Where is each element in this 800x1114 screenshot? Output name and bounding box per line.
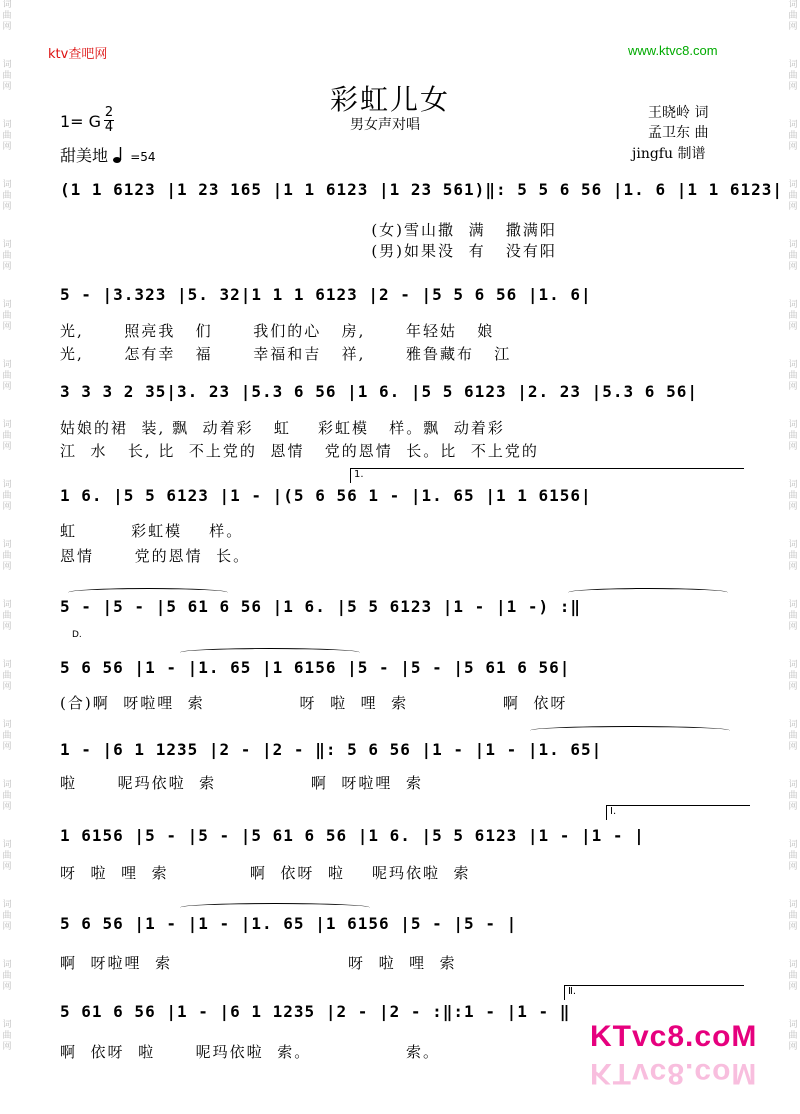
notation-line-1: (1 1 6123 |1 23 165 |1 1 6123 |1 23 561)‖: 5 5 6 56 |1. 6 |1 1 6123|: [60, 180, 784, 199]
mood-text: 甜美地: [60, 146, 109, 165]
edge-text: 词曲网: [2, 660, 12, 692]
notation-line-6: 5 6 56 |1 - |1. 65 |1 6156 |5 - |5 - |5 61 6 56|: [60, 658, 571, 677]
edge-text: 词曲网: [2, 120, 12, 152]
volta-bracket-2: Ⅰ.: [606, 805, 750, 820]
song-subtitle: 男女声对唱: [350, 117, 420, 133]
time-bottom: 4: [104, 120, 114, 135]
notation-line-7: 1 - |6 1 1235 |2 - |2 - ‖: 5 6 56 |1 - |1 - |1. 65|: [60, 740, 603, 759]
edge-text: 词曲网: [2, 360, 12, 392]
edge-text: 词曲网: [788, 360, 798, 392]
edge-text: 词曲网: [788, 960, 798, 992]
edge-text: 词曲网: [788, 840, 798, 872]
site-url-right[interactable]: www.ktvc8.com: [628, 43, 718, 58]
lyric-line-7: 啦 呢玛依啦 索 啊 呀啦哩 索: [60, 774, 423, 792]
lyric-line-3b: 江 水 长, 比 不上党的 恩情 党的恩情 长。比 不上党的: [60, 442, 539, 460]
lyric-line-8: 呀 啦 哩 索 啊 依呀 啦 呢玛依啦 索: [60, 864, 471, 882]
site-name-left[interactable]: ktv查吧网: [48, 47, 108, 62]
edge-text: 词曲网: [788, 720, 798, 752]
edge-text: 词曲网: [2, 540, 12, 572]
song-title: 彩虹儿女: [330, 83, 451, 116]
notation-line-3: 3 3 3 2 35|3. 23 |5.3 6 56 |1 6. |5 5 6123 |2. 23 |5.3 6 56|: [60, 382, 698, 401]
edge-text: 词曲网: [788, 120, 798, 152]
lyric-line-1a: (女)雪山撒 满 撒满阳: [60, 221, 557, 239]
composer: 孟卫东 曲: [648, 125, 709, 141]
credits: [648, 103, 708, 143]
edge-text: 词曲网: [788, 420, 798, 452]
notation-line-4: 1 6. |5 5 6123 |1 - |(5 6 56 1 - |1. 65 |1 1 6156|: [60, 486, 592, 505]
edge-text: 词曲网: [2, 720, 12, 752]
lyric-line-2b: 光, 怎有幸 福 幸福和吉 祥, 雅鲁藏布 江: [60, 345, 512, 363]
edge-text: 词曲网: [788, 660, 798, 692]
time-top: 2: [104, 105, 114, 120]
notation-line-10: 5 61 6 56 |1 - |6 1 1235 |2 - |2 - :‖:1 - |1 - ‖: [60, 1002, 571, 1021]
edge-text: 词曲网: [788, 600, 798, 632]
lyric-line-4a: 虹 彩虹模 样。: [60, 522, 244, 540]
lyric-line-2a: 光, 照亮我 们 我们的心 房, 年轻姑 娘: [60, 322, 495, 340]
tie-curve: [180, 648, 360, 657]
volta-bracket-1: 1.: [350, 468, 744, 483]
edge-text: 词曲网: [2, 960, 12, 992]
edge-text: 词曲网: [788, 60, 798, 92]
edge-text: 词曲网: [2, 180, 12, 212]
edge-text: 词曲网: [788, 540, 798, 572]
coda-mark: D.: [72, 630, 82, 640]
lyricist: 王晓岭 词: [648, 105, 709, 121]
tie-curve: [568, 588, 728, 597]
edge-text: 词曲网: [788, 0, 798, 32]
edge-text: 词曲网: [788, 1020, 798, 1052]
left-edge-watermark: [0, 0, 14, 1114]
edge-text: 词曲网: [2, 1020, 12, 1052]
time-signature: [104, 106, 114, 135]
edge-text: 词曲网: [2, 780, 12, 812]
watermark-logo: KTvc8.coM: [590, 1020, 758, 1053]
edge-text: 词曲网: [2, 600, 12, 632]
edge-text: 词曲网: [2, 420, 12, 452]
edge-text: 词曲网: [2, 60, 12, 92]
notation-line-9: 5 6 56 |1 - |1 - |1. 65 |1 6156 |5 - |5 - |: [60, 914, 518, 933]
tempo-value: =54: [130, 150, 156, 164]
lyric-line-10: 啊 依呀 啦 呢玛依啦 索。 索。: [60, 1043, 440, 1061]
lyric-line-9: 啊 呀啦哩 索 呀 啦 哩 索: [60, 954, 457, 972]
lyric-line-1b: (男)如果没 有 没有阳: [60, 242, 557, 260]
edge-text: 词曲网: [2, 240, 12, 272]
edge-text: 词曲网: [788, 480, 798, 512]
lyric-line-3a: 姑娘的裙 装, 飘 动着彩 虹 彩虹模 样。飘 动着彩: [60, 419, 505, 437]
quarter-note-icon: [113, 146, 125, 164]
transcriber: jingfu 制谱: [632, 146, 706, 162]
notation-line-8: 1 6156 |5 - |5 - |5 61 6 56 |1 6. |5 5 6123 |1 - |1 - |: [60, 826, 645, 845]
lyric-line-4b: 恩情 党的恩情 长。: [60, 547, 251, 565]
edge-text: 词曲网: [2, 0, 12, 32]
notation-line-2: 5 - |3.323 |5. 32|1 1 1 6123 |2 - |5 5 6 56 |1. 6|: [60, 285, 592, 304]
edge-text: 词曲网: [788, 240, 798, 272]
right-edge-watermark: [786, 0, 800, 1114]
edge-text: 词曲网: [2, 840, 12, 872]
tie-curve: [180, 903, 370, 912]
edge-text: 词曲网: [788, 780, 798, 812]
key-signature: 1= G: [60, 112, 102, 131]
edge-text: 词曲网: [2, 480, 12, 512]
volta-bracket-3: Ⅱ.: [564, 985, 744, 1000]
edge-text: 词曲网: [788, 300, 798, 332]
tie-curve: [68, 588, 228, 597]
tie-curve: [530, 726, 730, 735]
lyric-line-6: (合)啊 呀啦哩 索 呀 啦 哩 索 啊 依呀: [60, 694, 568, 712]
edge-text: 词曲网: [2, 300, 12, 332]
edge-text: 词曲网: [788, 900, 798, 932]
tempo-marking: [60, 143, 156, 166]
notation-line-5: 5 - |5 - |5 61 6 56 |1 6. |5 5 6123 |1 - |1 -) :‖: [60, 597, 582, 616]
watermark-reflection: KTvc8.coM: [590, 1057, 758, 1090]
edge-text: 词曲网: [2, 900, 12, 932]
edge-text: 词曲网: [788, 180, 798, 212]
